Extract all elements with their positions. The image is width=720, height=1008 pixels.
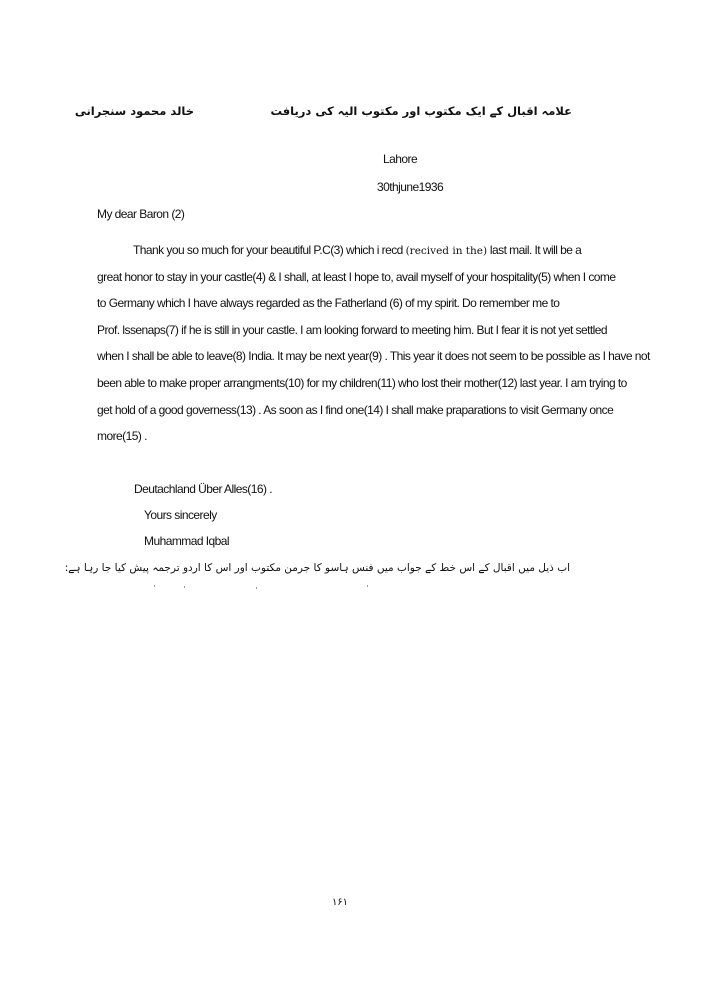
letter-body-line: get hold of a good governess(13) . As soon as I find one(14) I shall make praparations to visit Germany once (97, 402, 614, 417)
print-speck (184, 586, 185, 588)
letter-motto: Deutachland Über Alles(16) . (134, 482, 273, 496)
print-speck (154, 585, 155, 587)
letter-body-line: Thank you so much for your beautiful P.C(3) which i recd (recived in the) last mail. It will be a (133, 243, 582, 257)
letter-body-line: great honor to stay in your castle(4) & I shall, at least I hope to, avail myself of your hospitality(5) when I come (97, 269, 616, 284)
editorial-insertion: (recived in the) (405, 245, 488, 257)
print-speck (367, 585, 368, 587)
letter-body-line: more(15) . (97, 429, 147, 444)
page-number: ۱۶۱ (331, 897, 349, 908)
letter-date: 30thjune1936 (377, 180, 444, 194)
article-title: علامہ اقبال کے ایک مکتوب اور مکتوب الیہ کی دریافت (270, 104, 572, 118)
print-speck (256, 587, 257, 589)
letter-body-line: when I shall be able to leave(8) India. It may be next year(9) . This year it does not seem to be possible as I have not (97, 349, 650, 364)
letter-salutation: My dear Baron (2) (97, 207, 185, 221)
urdu-note: اب ذیل میں اقبال کے اس خط کے جواب میں فنس ہاسو کا جرمن مکتوب اور اس کا اردو ترجمہ پیش کیا جا رہا ہے: (64, 562, 570, 574)
letter-signature: Muhammad Iqbal (144, 534, 230, 548)
letter-body (97, 237, 650, 450)
article-author: خالد محمود سنجرانی (74, 104, 194, 118)
letter-body-line: to Germany which I have always regarded as the Fatherland (6) of my spirit. Do remember me to (97, 296, 560, 311)
letter-place: Lahore (383, 152, 418, 166)
letter-body-line: been able to make proper arrangments(10) for my children(11) who lost their mother(12) last year. I am trying to (97, 375, 627, 390)
letter-valediction: Yours sincerely (144, 508, 217, 522)
letter-body-line: Prof. lssenaps(7) if he is still in your castle. I am looking forward to meeting him. But I fear it is not yet settled (97, 322, 608, 337)
